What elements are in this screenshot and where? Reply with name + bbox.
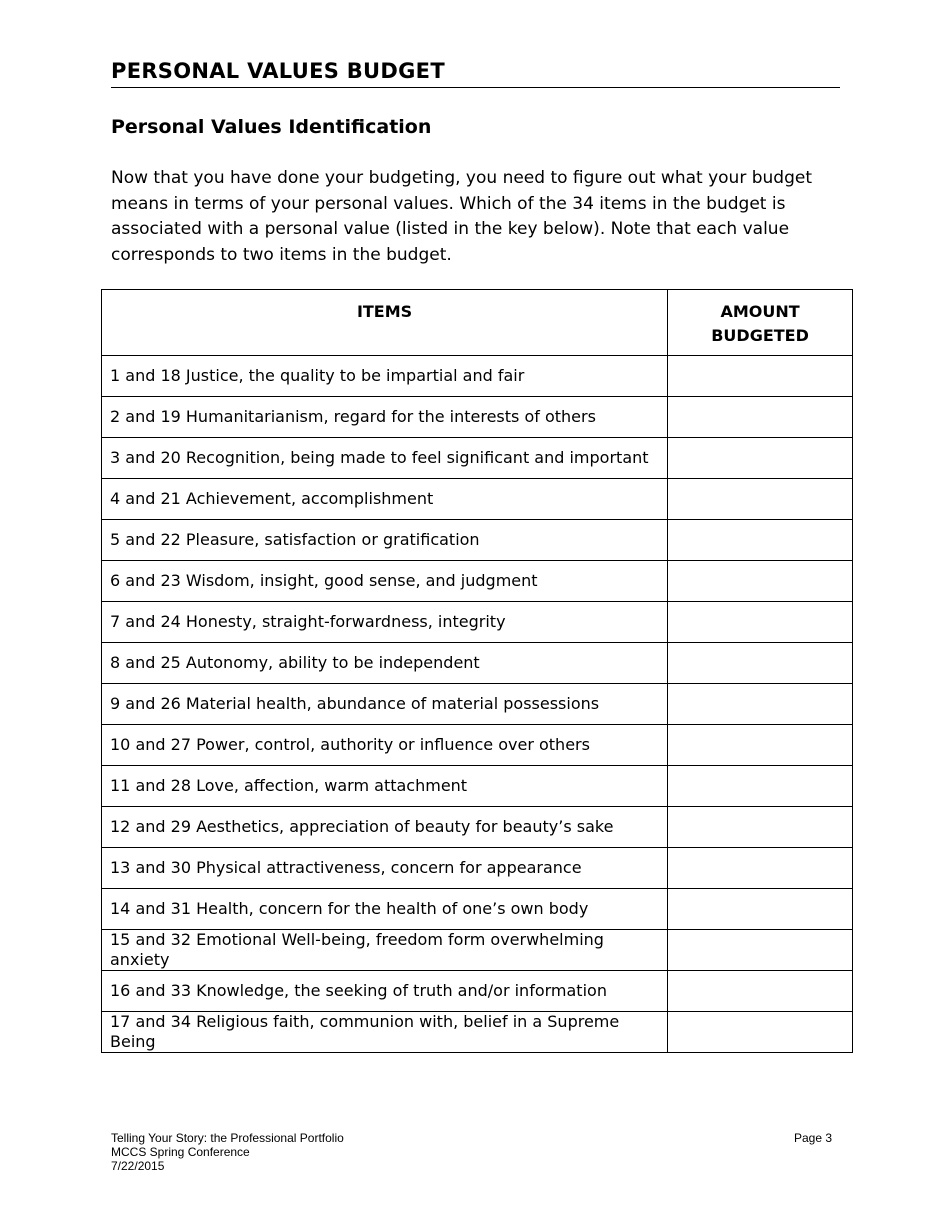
table-header-row — [102, 290, 853, 356]
amount-cell[interactable] — [668, 807, 853, 848]
table-row — [102, 356, 853, 397]
table-row — [102, 561, 853, 602]
item-cell: 6 and 23 Wisdom, insight, good sense, and judgment — [102, 561, 668, 602]
table-row — [102, 766, 853, 807]
amount-cell[interactable] — [668, 479, 853, 520]
item-cell: 11 and 28 Love, affection, warm attachment — [102, 766, 668, 807]
item-cell: 15 and 32 Emotional Well-being, freedom form overwhelming anxiety — [102, 930, 668, 971]
item-cell: 9 and 26 Material health, abundance of material possessions — [102, 684, 668, 725]
amount-cell[interactable] — [668, 397, 853, 438]
amount-cell[interactable] — [668, 766, 853, 807]
table-row — [102, 971, 853, 1012]
section-heading: Personal Values Identification — [111, 116, 432, 138]
items-column-header: ITEMS — [102, 290, 668, 356]
amount-cell[interactable] — [668, 1012, 853, 1053]
amount-cell[interactable] — [668, 930, 853, 971]
amount-cell[interactable] — [668, 725, 853, 766]
item-cell: 1 and 18 Justice, the quality to be impartial and fair — [102, 356, 668, 397]
item-cell: 14 and 31 Health, concern for the health of one’s own body — [102, 889, 668, 930]
item-cell: 10 and 27 Power, control, authority or influence over others — [102, 725, 668, 766]
amount-header-line1: AMOUNT — [720, 302, 800, 321]
amount-cell[interactable] — [668, 848, 853, 889]
footer-line-date: 7/22/2015 — [111, 1159, 165, 1173]
table-row — [102, 848, 853, 889]
item-cell: 5 and 22 Pleasure, satisfaction or gratification — [102, 520, 668, 561]
item-cell: 12 and 29 Aesthetics, appreciation of beauty for beauty’s sake — [102, 807, 668, 848]
table-row — [102, 930, 853, 971]
item-cell: 3 and 20 Recognition, being made to feel significant and important — [102, 438, 668, 479]
amount-cell[interactable] — [668, 520, 853, 561]
table-row — [102, 397, 853, 438]
table-row — [102, 1012, 853, 1053]
table-row — [102, 438, 853, 479]
footer-line-conference: MCCS Spring Conference — [111, 1145, 250, 1159]
footer-line-title: Telling Your Story: the Professional Portfolio — [111, 1131, 344, 1145]
item-cell: 7 and 24 Honesty, straight-forwardness, integrity — [102, 602, 668, 643]
table-row — [102, 520, 853, 561]
table-row — [102, 725, 853, 766]
amount-budgeted-column-header — [668, 290, 853, 356]
table-row — [102, 643, 853, 684]
table-row — [102, 479, 853, 520]
footer-info — [111, 1131, 344, 1173]
amount-cell[interactable] — [668, 889, 853, 930]
table-row — [102, 602, 853, 643]
page-title: PERSONAL VALUES BUDGET — [111, 58, 840, 88]
item-cell: 4 and 21 Achievement, accomplishment — [102, 479, 668, 520]
table-row — [102, 684, 853, 725]
values-table — [101, 289, 853, 1053]
item-cell: 8 and 25 Autonomy, ability to be independent — [102, 643, 668, 684]
amount-cell[interactable] — [668, 561, 853, 602]
amount-cell[interactable] — [668, 684, 853, 725]
table-row — [102, 889, 853, 930]
table-row — [102, 807, 853, 848]
amount-cell[interactable] — [668, 971, 853, 1012]
page-number: Page 3 — [794, 1131, 833, 1145]
amount-cell[interactable] — [668, 356, 853, 397]
intro-paragraph: Now that you have done your budgeting, you need to figure out what your budget means in terms of your personal values. Which of the 34 items in the budget is associated with a personal value (listed in the key below). Note that each value corresponds to two items in the budget. — [111, 168, 812, 265]
item-cell: 2 and 19 Humanitarianism, regard for the interests of others — [102, 397, 668, 438]
item-cell: 13 and 30 Physical attractiveness, concern for appearance — [102, 848, 668, 889]
amount-cell[interactable] — [668, 602, 853, 643]
amount-cell[interactable] — [668, 643, 853, 684]
amount-cell[interactable] — [668, 438, 853, 479]
item-cell: 17 and 34 Religious faith, communion with, belief in a Supreme Being — [102, 1012, 668, 1053]
amount-header-line2: BUDGETED — [711, 326, 809, 345]
item-cell: 16 and 33 Knowledge, the seeking of truth and/or information — [102, 971, 668, 1012]
